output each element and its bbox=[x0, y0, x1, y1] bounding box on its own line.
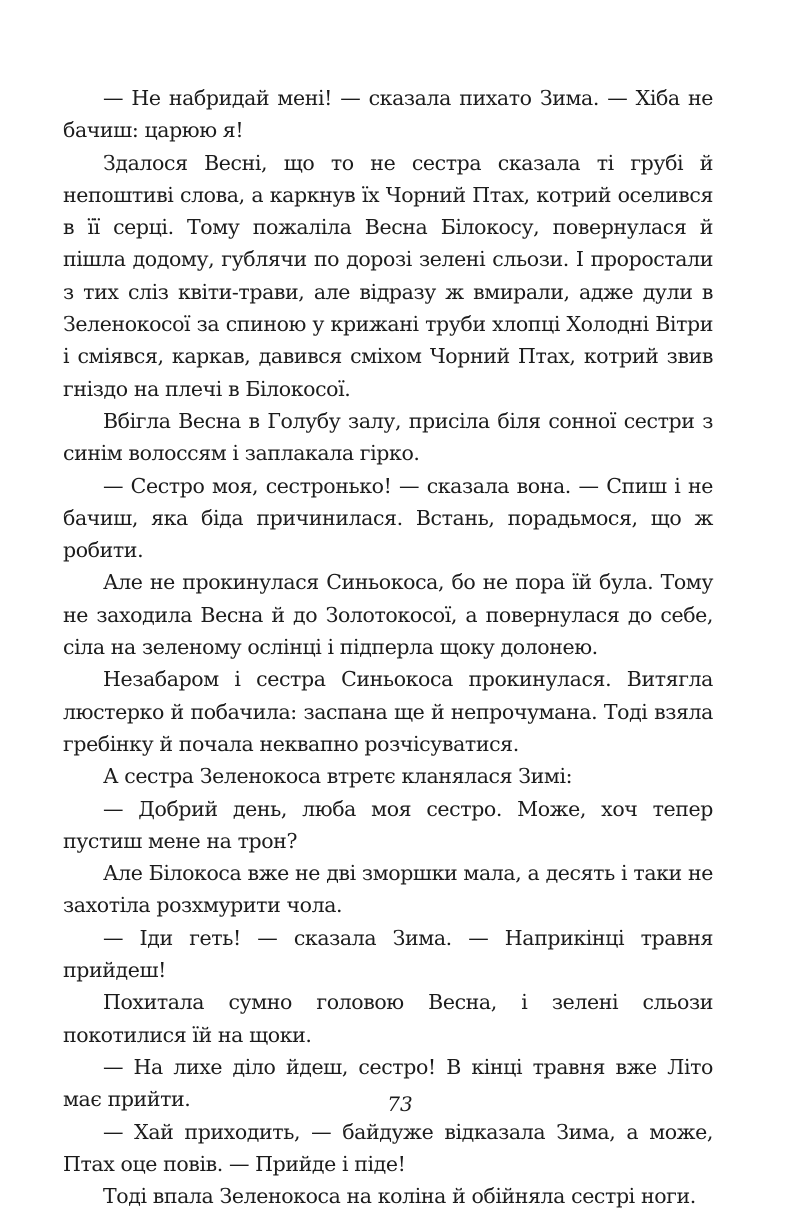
paragraph-9: Але Білокоса вже не дві зморшки мала, а десять і таки не захотіла розхмурити чола. bbox=[63, 861, 713, 918]
paragraph-11: Похитала сумно головою Весна, і зелені сльози покотилися їй на щоки. bbox=[63, 990, 713, 1047]
paragraph-4: — Сестро моя, сестронько! — сказала вона. — Спиш і не бачиш, яка біда причинилася. Встань, порадьмося, що ж робити. bbox=[63, 473, 713, 563]
paragraph-2: Здалося Весні, що то не сестра сказала ті грубі й непоштиві слова, а каркнув їх Чорний Птах, котрий оселився в її серці. Тому пожаліла Весна Білокосу, повернулася й пішла додому, гублячи по дорозі зелені сльози. І проростали з тих сліз квіти-трави, але відразу ж вмирали, адже дули в Зеленокосої за спиною у крижані труби хлопці Холодні Вітри і сміявся, каркав, давився сміхом Чорний Птах, котрий звив гніздо на плечі в Білокосої. bbox=[63, 150, 713, 401]
paragraph-10: — Іди геть! — сказала Зима. — Наприкінці травня прийдеш! bbox=[63, 925, 713, 983]
paragraph-1: — Не набридай мені! — сказала пихато Зима. — Хіба не бачиш: царюю я! bbox=[63, 86, 713, 143]
body-text bbox=[63, 82, 713, 1212]
paragraph-14: Тоді впала Зеленокоса на коліна й обійняла сестрі ноги. bbox=[103, 1184, 696, 1209]
paragraph-13: — Хай приходить, — байдуже відказала Зима, а може, Птах оце повів. — Прийде і піде! bbox=[63, 1119, 713, 1176]
paragraph-8: — Добрий день, люба моя сестро. Може, хоч тепер пустиш мене на трон? bbox=[63, 796, 713, 853]
paragraph-3: Вбігла Весна в Голубу залу, присіла біля сонної сестри з синім волоссям і заплакала гірко. bbox=[63, 408, 713, 466]
paragraph-6: Незабаром і сестра Синьокоса прокинулася. Витягла люстерко й побачила: заспана ще й непрочумана. Тоді взяла гребінку й почала неквапно розчісуватися. bbox=[63, 667, 713, 756]
paragraph-12: — На лихе діло йдеш, сестро! В кінці травня вже Літо має прийти. bbox=[63, 1054, 713, 1112]
paragraph-7: А сестра Зеленокоса втретє кланялася Зимі: bbox=[103, 764, 573, 789]
page-number: 73 bbox=[387, 1092, 413, 1116]
paragraph-5: Але не прокинулася Синьокоса, бо не пора їй була. Тому не заходила Весна й до Золотокосої, а повернулася до себе, сіла на зеленому ослінці і підперла щоку долонею. bbox=[63, 570, 713, 660]
